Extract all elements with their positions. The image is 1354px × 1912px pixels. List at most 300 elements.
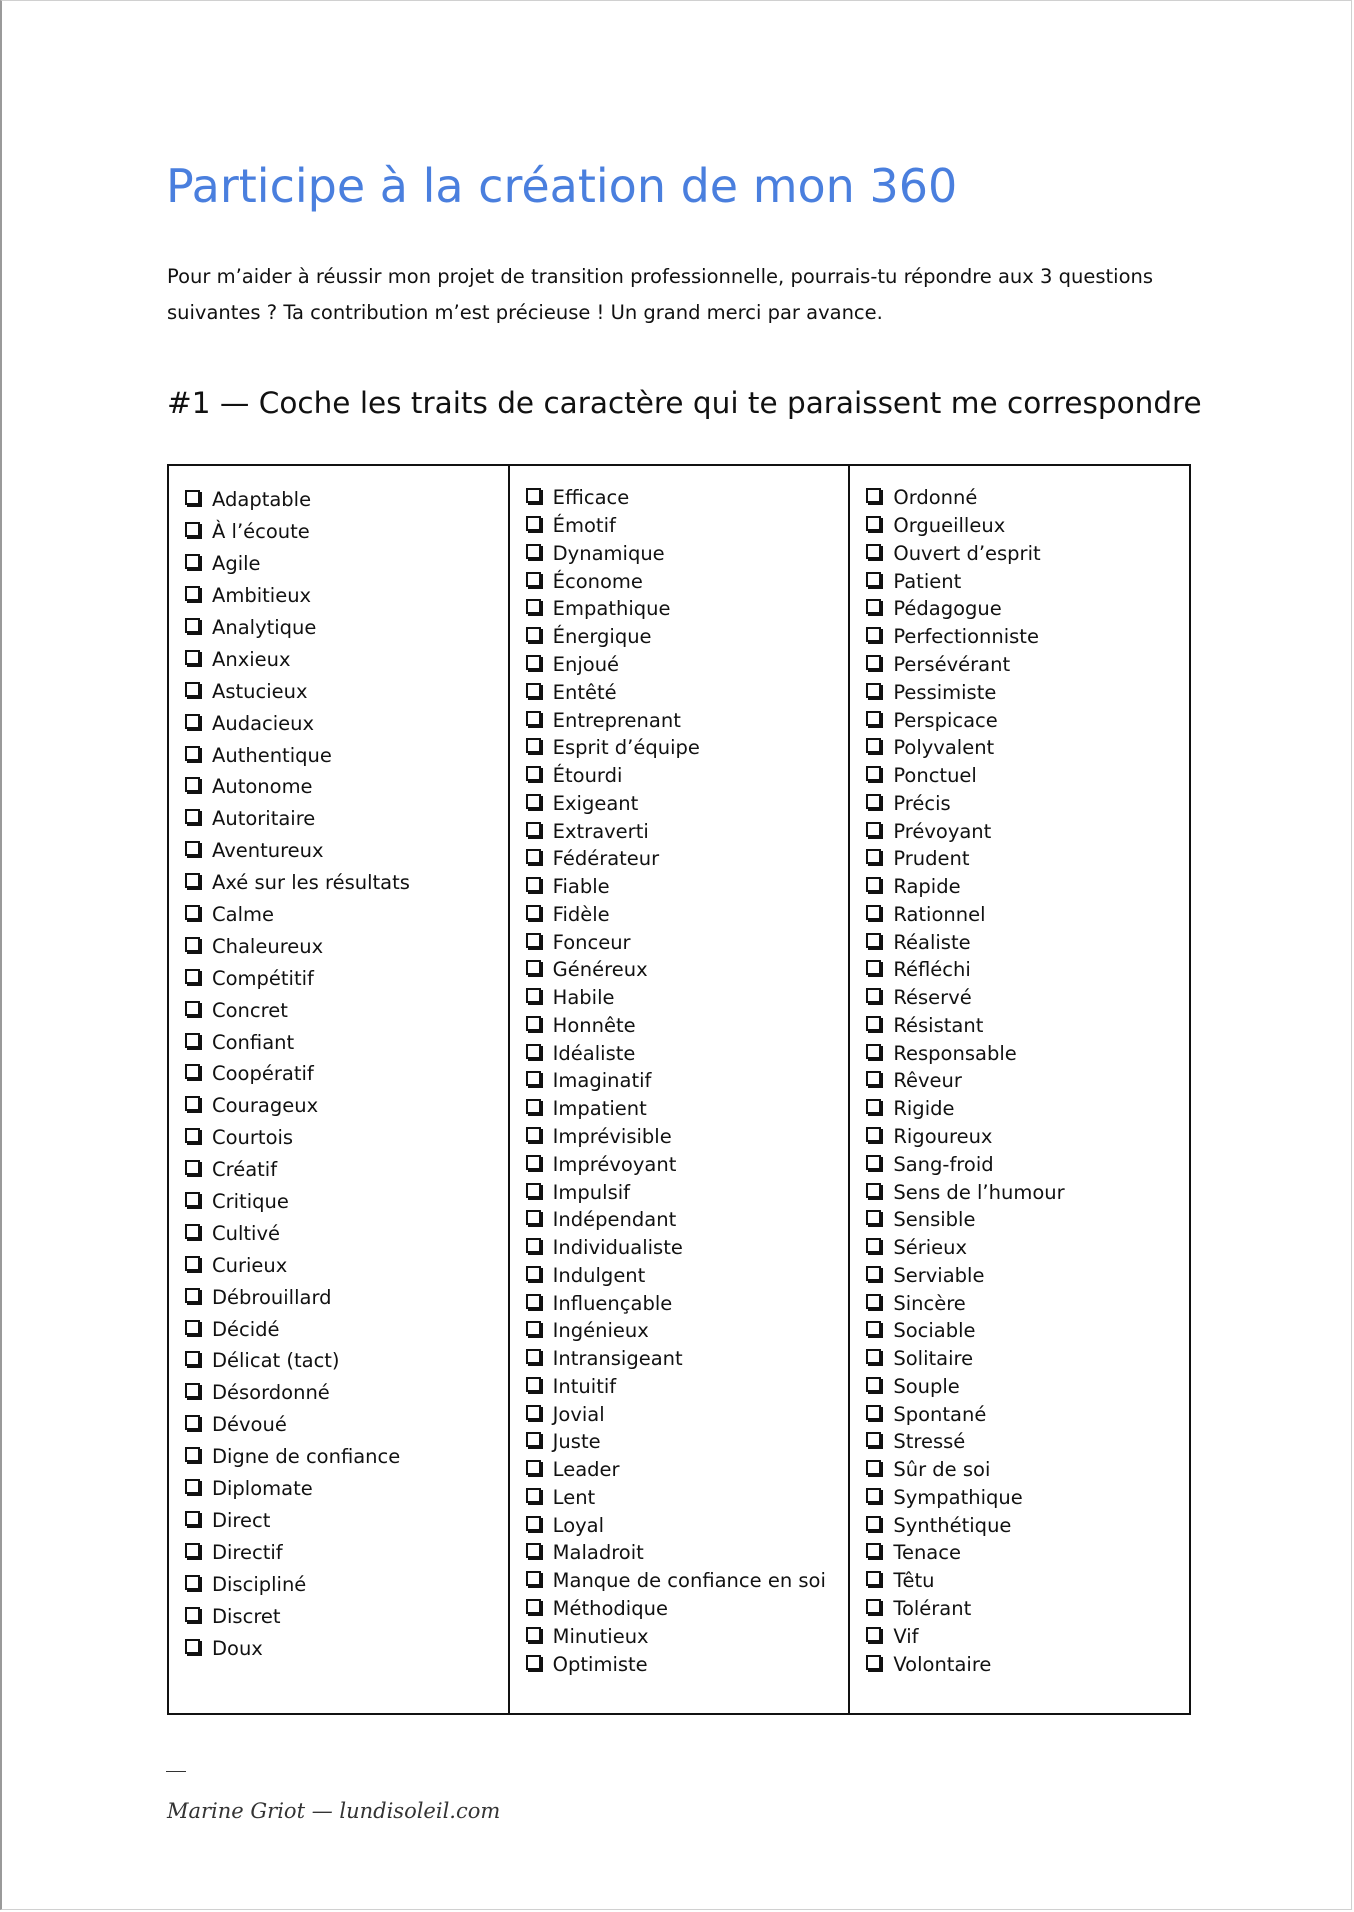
trait-label: Imaginatif: [552, 1069, 652, 1093]
trait-item[interactable]: [864, 734, 1189, 762]
checkbox-icon[interactable]: [866, 1044, 881, 1059]
trait-item[interactable]: [524, 1539, 849, 1567]
checkbox-icon[interactable]: [866, 544, 881, 559]
trait-item[interactable]: [864, 1456, 1189, 1484]
checkbox-icon[interactable]: [185, 1128, 200, 1143]
checkbox-icon[interactable]: [526, 738, 541, 753]
trait-label: Sérieux: [893, 1236, 968, 1260]
trait-label: Maladroit: [552, 1541, 644, 1565]
trait-item[interactable]: [864, 595, 1189, 623]
trait-item[interactable]: [864, 1150, 1189, 1178]
checkbox-icon[interactable]: [526, 960, 541, 975]
trait-item[interactable]: [524, 984, 849, 1012]
checkbox-icon[interactable]: [866, 599, 881, 614]
trait-item[interactable]: [864, 1012, 1189, 1040]
trait-item[interactable]: [524, 789, 849, 817]
trait-item[interactable]: [864, 484, 1189, 512]
checkbox-icon[interactable]: [866, 1571, 881, 1586]
checkbox-icon[interactable]: [866, 1349, 881, 1364]
checkbox-icon[interactable]: [866, 988, 881, 1003]
checkbox-icon[interactable]: [185, 554, 200, 569]
checkbox-icon[interactable]: [185, 586, 200, 601]
checkbox-icon[interactable]: [526, 1155, 541, 1170]
trait-item[interactable]: [524, 1317, 849, 1345]
trait-item[interactable]: [864, 1317, 1189, 1345]
trait-item[interactable]: [524, 928, 849, 956]
trait-item[interactable]: [864, 928, 1189, 956]
trait-item[interactable]: [524, 1484, 849, 1512]
checkbox-icon[interactable]: [526, 1266, 541, 1281]
trait-item[interactable]: [183, 1536, 508, 1568]
trait-item[interactable]: [864, 1234, 1189, 1262]
trait-item[interactable]: [183, 1632, 508, 1664]
checkbox-icon[interactable]: [866, 1127, 881, 1142]
trait-label: Responsable: [893, 1041, 1017, 1065]
checkbox-icon[interactable]: [526, 1294, 541, 1309]
checkbox-icon[interactable]: [866, 1099, 881, 1114]
trait-item[interactable]: [864, 1511, 1189, 1539]
checkbox-icon[interactable]: [866, 1627, 881, 1642]
checkbox-icon[interactable]: [866, 1294, 881, 1309]
checkbox-icon[interactable]: [526, 1044, 541, 1059]
checkbox-icon[interactable]: [866, 738, 881, 753]
checkbox-icon[interactable]: [526, 516, 541, 531]
checkbox-icon[interactable]: [526, 849, 541, 864]
checkbox-icon[interactable]: [526, 1627, 541, 1642]
trait-item[interactable]: [864, 1622, 1189, 1650]
trait-label: Débrouillard: [212, 1285, 332, 1309]
checkbox-icon[interactable]: [185, 1192, 200, 1207]
checkbox-icon[interactable]: [185, 1256, 200, 1271]
trait-item[interactable]: [864, 1595, 1189, 1623]
trait-item[interactable]: [864, 651, 1189, 679]
trait-item[interactable]: [864, 1373, 1189, 1401]
checkbox-icon[interactable]: [526, 1016, 541, 1031]
trait-label: Tolérant: [893, 1597, 972, 1620]
trait-label: Manque de confiance en soi: [552, 1569, 826, 1593]
trait-item[interactable]: [524, 1400, 849, 1428]
checkbox-icon[interactable]: [866, 849, 881, 864]
checkbox-icon[interactable]: [526, 1571, 541, 1586]
checkbox-icon[interactable]: [526, 877, 541, 892]
checkbox-icon[interactable]: [185, 1607, 200, 1622]
checkbox-icon[interactable]: [185, 1479, 200, 1494]
trait-item[interactable]: [524, 1650, 849, 1678]
trait-label: Confiant: [212, 1030, 295, 1054]
checkbox-icon[interactable]: [526, 488, 541, 503]
checkbox-icon[interactable]: [866, 516, 881, 531]
checkbox-icon[interactable]: [866, 1210, 881, 1225]
checkbox-icon[interactable]: [526, 1543, 541, 1558]
trait-item[interactable]: [524, 1039, 849, 1067]
checkbox-icon[interactable]: [185, 1320, 200, 1335]
trait-label: Habile: [552, 986, 615, 1010]
trait-item[interactable]: [524, 512, 849, 540]
checkbox-icon[interactable]: [185, 490, 200, 505]
trait-item[interactable]: [864, 540, 1189, 568]
trait-item[interactable]: [524, 651, 849, 679]
checkbox-icon[interactable]: [185, 777, 200, 792]
trait-item[interactable]: [183, 1473, 508, 1505]
trait-item[interactable]: [183, 771, 508, 803]
trait-item[interactable]: [183, 1186, 508, 1218]
checkbox-icon[interactable]: [866, 794, 881, 809]
trait-item[interactable]: [864, 1567, 1189, 1595]
trait-item[interactable]: [524, 623, 849, 651]
trait-item[interactable]: [524, 484, 849, 512]
checkbox-icon[interactable]: [185, 969, 200, 984]
trait-item[interactable]: [183, 1249, 508, 1281]
trait-label: Fiable: [552, 875, 610, 899]
trait-item[interactable]: [183, 1600, 508, 1632]
checkbox-icon[interactable]: [526, 627, 541, 642]
trait-item[interactable]: [524, 1373, 849, 1401]
trait-item[interactable]: [183, 867, 508, 899]
checkbox-icon[interactable]: [526, 1516, 541, 1531]
trait-label: Sensible: [893, 1208, 976, 1232]
checkbox-icon[interactable]: [866, 1405, 881, 1420]
checkbox-icon[interactable]: [866, 655, 881, 670]
trait-item[interactable]: [524, 678, 849, 706]
trait-label: Aventureux: [212, 839, 324, 863]
trait-item[interactable]: [183, 1154, 508, 1186]
trait-item[interactable]: [864, 1345, 1189, 1373]
trait-item[interactable]: [183, 1377, 508, 1409]
checkbox-icon[interactable]: [526, 1071, 541, 1086]
checkbox-icon[interactable]: [866, 488, 881, 503]
trait-item[interactable]: [183, 930, 508, 962]
checkbox-icon[interactable]: [526, 933, 541, 948]
trait-item[interactable]: [864, 678, 1189, 706]
trait-label: Têtu: [893, 1569, 935, 1593]
trait-item[interactable]: [864, 789, 1189, 817]
trait-label: Délicat (tact): [212, 1349, 340, 1373]
checkbox-icon[interactable]: [526, 711, 541, 726]
checkbox-icon[interactable]: [185, 1351, 200, 1366]
checkbox-icon[interactable]: [526, 1321, 541, 1336]
trait-label: Prévoyant: [893, 819, 992, 843]
checkbox-icon[interactable]: [526, 1099, 541, 1114]
checkbox-icon[interactable]: [185, 1160, 200, 1175]
trait-item[interactable]: [183, 962, 508, 994]
trait-label: Ordonné: [893, 486, 978, 510]
trait-item[interactable]: [183, 803, 508, 835]
trait-item[interactable]: [864, 984, 1189, 1012]
trait-label: Sociable: [893, 1319, 976, 1343]
trait-item[interactable]: [524, 734, 849, 762]
checkbox-icon[interactable]: [866, 1543, 881, 1558]
trait-item[interactable]: [524, 900, 849, 928]
trait-item[interactable]: [524, 762, 849, 790]
trait-item[interactable]: [864, 512, 1189, 540]
trait-label: Optimiste: [552, 1652, 648, 1676]
trait-label: Discret: [212, 1604, 281, 1628]
trait-label: Honnête: [552, 1013, 636, 1037]
checkbox-icon[interactable]: [526, 1238, 541, 1253]
trait-label: À l’écoute: [212, 520, 310, 544]
trait-item[interactable]: [183, 1505, 508, 1537]
checkbox-icon[interactable]: [866, 572, 881, 587]
trait-item[interactable]: [183, 580, 508, 612]
trait-item[interactable]: [524, 1622, 849, 1650]
trait-item[interactable]: [183, 643, 508, 675]
trait-item[interactable]: [524, 1178, 849, 1206]
trait-item[interactable]: [864, 1484, 1189, 1512]
checkbox-icon[interactable]: [185, 1001, 200, 1016]
trait-label: Précis: [893, 791, 951, 815]
checkbox-icon[interactable]: [866, 683, 881, 698]
trait-label: Rigide: [893, 1097, 955, 1121]
checkbox-icon[interactable]: [866, 960, 881, 975]
trait-item[interactable]: [524, 1150, 849, 1178]
trait-item[interactable]: [864, 873, 1189, 901]
checkbox-icon[interactable]: [185, 1575, 200, 1590]
trait-item[interactable]: [524, 1261, 849, 1289]
trait-item[interactable]: [183, 1345, 508, 1377]
trait-item[interactable]: [524, 1012, 849, 1040]
trait-item[interactable]: [864, 1650, 1189, 1678]
trait-label: Intransigeant: [552, 1347, 683, 1371]
checkbox-icon[interactable]: [526, 905, 541, 920]
checkbox-icon[interactable]: [185, 1064, 200, 1079]
trait-label: Juste: [552, 1430, 601, 1454]
checkbox-icon[interactable]: [866, 933, 881, 948]
checkbox-icon[interactable]: [526, 1599, 541, 1614]
trait-item[interactable]: [864, 1428, 1189, 1456]
trait-item[interactable]: [864, 567, 1189, 595]
trait-item[interactable]: [183, 1090, 508, 1122]
trait-label: Tenace: [893, 1541, 961, 1565]
trait-item[interactable]: [183, 739, 508, 771]
checkbox-icon[interactable]: [526, 1127, 541, 1142]
footer-signature: Marine Griot — lundisoleil.com: [167, 1799, 501, 1823]
trait-label: Polyvalent: [893, 736, 995, 760]
checkbox-icon[interactable]: [866, 1377, 881, 1392]
trait-label: Fidèle: [552, 902, 610, 926]
checkbox-icon[interactable]: [185, 522, 200, 537]
trait-item[interactable]: [864, 623, 1189, 651]
checkbox-icon[interactable]: [185, 714, 200, 729]
trait-label: Diplomate: [212, 1477, 313, 1501]
trait-label: Sûr de soi: [893, 1458, 991, 1482]
trait-label: Orgueilleux: [893, 514, 1006, 538]
trait-item[interactable]: [183, 1568, 508, 1600]
trait-item[interactable]: [183, 1217, 508, 1249]
trait-label: Réservé: [893, 986, 972, 1010]
trait-item[interactable]: [524, 1234, 849, 1262]
trait-label: Jovial: [552, 1402, 605, 1426]
checkbox-icon[interactable]: [526, 655, 541, 670]
trait-item[interactable]: [864, 1261, 1189, 1289]
checkbox-icon[interactable]: [526, 766, 541, 781]
trait-item[interactable]: [183, 899, 508, 931]
trait-item[interactable]: [524, 540, 849, 568]
trait-item[interactable]: [183, 1441, 508, 1473]
checkbox-icon[interactable]: [526, 1488, 541, 1503]
trait-item[interactable]: [183, 612, 508, 644]
trait-item[interactable]: [524, 1595, 849, 1623]
trait-item[interactable]: [864, 1123, 1189, 1151]
checkbox-icon[interactable]: [866, 627, 881, 642]
checkbox-icon[interactable]: [866, 1432, 881, 1447]
trait-item[interactable]: [864, 706, 1189, 734]
checkbox-icon[interactable]: [526, 1460, 541, 1475]
trait-item[interactable]: [864, 1039, 1189, 1067]
trait-item[interactable]: [183, 1313, 508, 1345]
trait-item[interactable]: [183, 484, 508, 516]
trait-item[interactable]: [524, 1345, 849, 1373]
trait-item[interactable]: [864, 1178, 1189, 1206]
checkbox-icon[interactable]: [866, 1016, 881, 1031]
trait-item[interactable]: [524, 1095, 849, 1123]
checkbox-icon[interactable]: [866, 877, 881, 892]
checkbox-icon[interactable]: [185, 746, 200, 761]
trait-item[interactable]: [524, 1289, 849, 1317]
trait-item[interactable]: [864, 845, 1189, 873]
trait-item[interactable]: [864, 1067, 1189, 1095]
trait-label: Sincère: [893, 1291, 966, 1315]
trait-label: Réfléchi: [893, 958, 971, 982]
checkbox-icon[interactable]: [185, 809, 200, 824]
trait-item[interactable]: [183, 516, 508, 548]
checkbox-icon[interactable]: [526, 599, 541, 614]
checkbox-icon[interactable]: [185, 1447, 200, 1462]
trait-item[interactable]: [183, 1281, 508, 1313]
trait-item[interactable]: [183, 1122, 508, 1154]
checkbox-icon[interactable]: [866, 1488, 881, 1503]
checkbox-icon[interactable]: [866, 1071, 881, 1086]
question-heading: #1 — Coche les traits de caractère qui te paraissent me correspondre: [167, 386, 1202, 420]
checkbox-icon[interactable]: [526, 1655, 541, 1670]
checkbox-icon[interactable]: [185, 937, 200, 952]
trait-item[interactable]: [183, 548, 508, 580]
trait-label: Empathique: [552, 597, 671, 621]
checkbox-icon[interactable]: [526, 1183, 541, 1198]
checkbox-icon[interactable]: [866, 1155, 881, 1170]
trait-item[interactable]: [864, 1095, 1189, 1123]
trait-label: Économe: [552, 569, 643, 593]
checkbox-icon[interactable]: [526, 822, 541, 837]
checkbox-icon[interactable]: [526, 988, 541, 1003]
trait-item[interactable]: [524, 1206, 849, 1234]
trait-label: Fonceur: [552, 930, 631, 954]
trait-item[interactable]: [183, 675, 508, 707]
trait-item[interactable]: [524, 706, 849, 734]
trait-item[interactable]: [864, 956, 1189, 984]
trait-item[interactable]: [183, 1409, 508, 1441]
checkbox-icon[interactable]: [185, 650, 200, 665]
checkbox-icon[interactable]: [185, 1639, 200, 1654]
checkbox-icon[interactable]: [185, 1096, 200, 1111]
trait-item[interactable]: [524, 1567, 849, 1595]
checkbox-icon[interactable]: [526, 1432, 541, 1447]
checkbox-icon[interactable]: [866, 1321, 881, 1336]
trait-item[interactable]: [183, 994, 508, 1026]
checkbox-icon[interactable]: [185, 841, 200, 856]
trait-item[interactable]: [524, 567, 849, 595]
checkbox-icon[interactable]: [185, 1511, 200, 1526]
checkbox-icon[interactable]: [185, 1415, 200, 1430]
trait-item[interactable]: [524, 956, 849, 984]
trait-label: Enjoué: [552, 652, 620, 676]
checkbox-icon[interactable]: [185, 682, 200, 697]
checkbox-icon[interactable]: [185, 1383, 200, 1398]
checkbox-icon[interactable]: [526, 683, 541, 698]
trait-label: Analytique: [212, 616, 317, 639]
trait-label: Rapide: [893, 875, 961, 899]
trait-item[interactable]: [864, 1206, 1189, 1234]
trait-item[interactable]: [524, 1511, 849, 1539]
checkbox-icon[interactable]: [866, 766, 881, 781]
trait-item[interactable]: [524, 595, 849, 623]
trait-item[interactable]: [524, 817, 849, 845]
trait-item[interactable]: [864, 817, 1189, 845]
trait-item[interactable]: [524, 1067, 849, 1095]
trait-label: Souple: [893, 1374, 960, 1398]
checkbox-icon[interactable]: [526, 544, 541, 559]
checkbox-icon[interactable]: [526, 1405, 541, 1420]
trait-item[interactable]: [183, 707, 508, 739]
trait-item[interactable]: [183, 1058, 508, 1090]
trait-item[interactable]: [183, 835, 508, 867]
checkbox-icon[interactable]: [866, 1238, 881, 1253]
checkbox-icon[interactable]: [866, 711, 881, 726]
checkbox-icon[interactable]: [866, 1266, 881, 1281]
trait-item[interactable]: [864, 1400, 1189, 1428]
checkbox-icon[interactable]: [185, 1033, 200, 1048]
checkbox-icon[interactable]: [185, 1543, 200, 1558]
trait-item[interactable]: [183, 1026, 508, 1058]
checkbox-icon[interactable]: [866, 1655, 881, 1670]
checkbox-icon[interactable]: [526, 572, 541, 587]
checkbox-icon[interactable]: [866, 1516, 881, 1531]
trait-item[interactable]: [524, 1123, 849, 1151]
trait-item[interactable]: [864, 1289, 1189, 1317]
trait-label: Agile: [212, 552, 261, 576]
checkbox-icon[interactable]: [866, 822, 881, 837]
trait-item[interactable]: [524, 1428, 849, 1456]
trait-item[interactable]: [864, 900, 1189, 928]
checkbox-icon[interactable]: [866, 1183, 881, 1198]
page-title: Participe à la création de mon 360: [166, 159, 958, 213]
trait-label: Désordonné: [212, 1381, 330, 1405]
trait-item[interactable]: [524, 1456, 849, 1484]
trait-item[interactable]: [864, 1539, 1189, 1567]
checkbox-icon[interactable]: [185, 1288, 200, 1303]
trait-label: Sens de l’humour: [893, 1180, 1065, 1204]
checkbox-icon[interactable]: [526, 1349, 541, 1364]
trait-item[interactable]: [524, 845, 849, 873]
checkbox-icon[interactable]: [185, 1224, 200, 1239]
checkbox-icon[interactable]: [866, 905, 881, 920]
trait-label: Coopératif: [212, 1062, 314, 1086]
checkbox-icon[interactable]: [866, 1599, 881, 1614]
checkbox-icon[interactable]: [185, 618, 200, 633]
checkbox-icon[interactable]: [185, 905, 200, 920]
trait-label: Spontané: [893, 1402, 987, 1426]
checkbox-icon[interactable]: [526, 1210, 541, 1225]
checkbox-icon[interactable]: [866, 1460, 881, 1475]
trait-label: Entêté: [552, 680, 617, 704]
checkbox-icon[interactable]: [526, 1377, 541, 1392]
trait-label: Serviable: [893, 1263, 985, 1287]
trait-item[interactable]: [524, 873, 849, 901]
checkbox-icon[interactable]: [526, 794, 541, 809]
trait-item[interactable]: [864, 762, 1189, 790]
checkbox-icon[interactable]: [185, 873, 200, 888]
trait-label: Émotif: [552, 514, 616, 538]
trait-label: Entreprenant: [552, 708, 681, 732]
